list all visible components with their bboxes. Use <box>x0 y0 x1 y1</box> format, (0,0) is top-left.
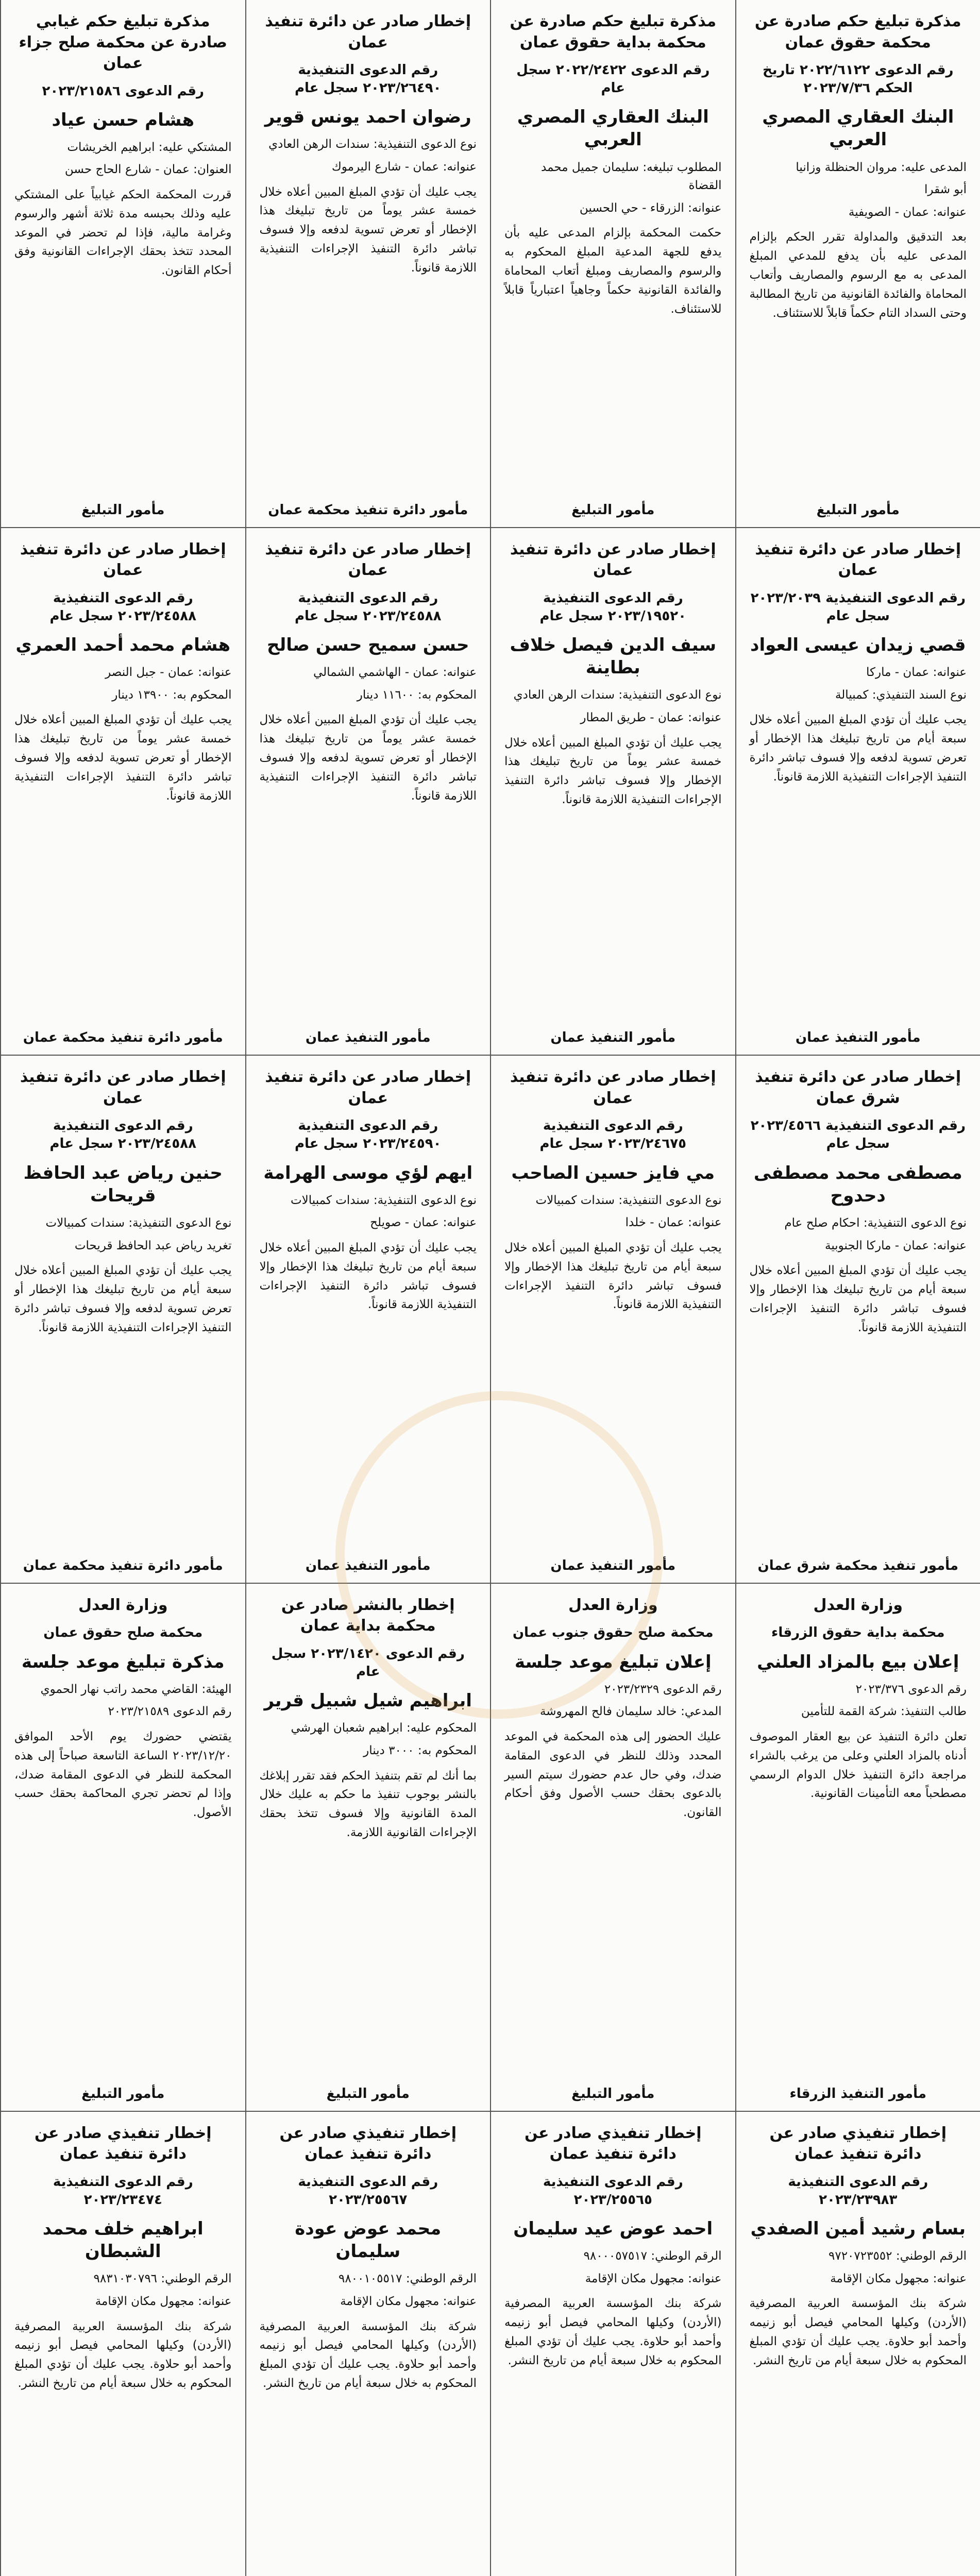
legal-notice <box>245 1584 491 2112</box>
notice-body: يقتضي حضورك يوم الأحد الموافق ٢٠٢٣/١٢/٢٠ الساعة التاسعة صباحاً إلى هذه المحكمة للنظر في الدعوى المقامة ضدك، وإذا لم تحضر تجري المحاكمة بحقك حسب الأصول. <box>14 1730 232 1820</box>
legal-notice <box>490 2112 735 2576</box>
party-name: ابراهيم خلف محمد الشبطان <box>42 2218 204 2262</box>
case-number: رقم الدعوى التنفيذية ٢٠٢٣/٢٤٥٨٨ سجل عام <box>294 590 442 624</box>
legal-notice <box>735 1056 980 1584</box>
notice-detail-line: عنوانه: عمان - شارع اليرموك <box>331 160 477 174</box>
notice-detail-line: عنوانه: مجهول مكان الإقامة <box>585 2272 722 2285</box>
notice-heading: إخطار تنفيذي صادر عن دائرة تنفيذ عمان <box>279 2124 457 2163</box>
case-number: رقم الدعوى التنفيذية ٢٠٢٣/١٩٥٢٠ سجل عام <box>539 590 687 624</box>
notice-heading: وزارة العدل <box>568 1596 658 1614</box>
notice-heading: إخطار صادر عن دائرة تنفيذ شرق عمان <box>755 1068 961 1107</box>
notice-body: يجب عليك أن تؤدي المبلغ المبين أعلاه خلال خمسة عشر يوماً من تاريخ تبليغك هذا الإخطار أو تعرض تسوية لدفعه وإلا فسوف تباشر دائرة التنفيذ الإجراءات التنفيذية اللازمة قانوناً. <box>259 185 477 275</box>
legal-notice <box>490 1056 735 1584</box>
notice-detail-line: عنوانه: عمان - ماركا الجنوبية <box>824 1239 967 1252</box>
legal-notice <box>245 2112 491 2576</box>
notice-heading: مذكرة تبليغ حكم صادرة عن محكمة حقوق عمان <box>754 12 961 52</box>
notice-detail-line: عنوانه: عمان - جبل النصر <box>105 666 232 680</box>
notice-heading: مذكرة تبليغ حكم غيابي صادرة عن محكمة صلح جزاء عمان <box>19 12 228 72</box>
party-name: هشام حسن عياد <box>52 109 195 130</box>
notice-signature: مأمور التنفيذ الزرقاء <box>789 2086 926 2102</box>
case-number: رقم الدعوى التنفيذية ٢٠٢٣/٢٤٥٨٨ سجل عام <box>49 1118 197 1152</box>
case-number: محكمة بداية حقوق الزرقاء <box>771 1625 945 1641</box>
party-name: هشام محمد أحمد العمري <box>15 634 231 655</box>
notice-signature: مأمور التبليغ <box>816 502 900 518</box>
notice-detail-line: الرقم الوطني: ٩٧٢٠٧٢٣٥٥٢ <box>828 2249 967 2263</box>
legal-notice <box>0 1584 245 2112</box>
notice-body: شركة بنك المؤسسة العربية المصرفية (الأردن) وكيلها المحامي فيصل أبو زنيمه وأحمد أبو حلاوة. يجب عليك أن تؤدي المبلغ المحكوم به خلال سبعة أيام من تاريخ النشر. <box>259 2319 477 2390</box>
notice-detail-line: المشتكي عليه: ابراهيم الخريشات <box>67 140 232 154</box>
notice-signature: مأمور التنفيذ عمان <box>550 1557 676 1573</box>
legal-notice <box>0 1056 245 1584</box>
party-name: حنين رياض عبد الحافظ قريحات <box>23 1162 223 1206</box>
notice-heading: إخطار صادر عن دائرة تنفيذ عمان <box>265 540 471 580</box>
notice-signature: مأمور التبليغ <box>81 2086 165 2102</box>
notice-body: بعد التدقيق والمداولة تقرر الحكم بإلزام المدعى عليه بأن يدفع للمدعي المبلغ المدعى به مع الرسوم والمصاريف وأتعاب المحاماة والفائدة القانونية من تاريخ المطالبة وحتى السداد التام حكماً قابلاً للاستئناف. <box>749 230 967 320</box>
notice-heading: وزارة العدل <box>813 1596 903 1614</box>
party-name: البنك العقاري المصري العربي <box>762 107 954 150</box>
notice-detail-line: عنوانه: الزرقاء - حي الحسين <box>579 201 722 215</box>
notice-detail-line: الرقم الوطني: ٩٨٠٠٠٥٧٥١٧ <box>583 2249 722 2263</box>
legal-notice <box>0 528 245 1056</box>
notice-detail-line: المحكوم به: ١٣٩٠٠ دينار <box>112 688 232 702</box>
notice-signature: مأمور دائرة تنفيذ محكمة عمان <box>23 1557 223 1573</box>
notice-heading: مذكرة تبليغ حكم صادرة عن محكمة بداية حقوق عمان <box>510 12 717 52</box>
notice-detail-line: الهيئة: القاضي محمد راتب نهار الحموي <box>40 1682 232 1696</box>
notice-detail-line: المدعى عليه: مروان الحنظلة وزانيا <box>796 160 967 174</box>
notice-detail-line: عنوانه: مجهول مكان الإقامة <box>340 2294 477 2308</box>
notice-detail-line: رقم الدعوى ٢٠٢٣/٣٧٦ <box>855 1682 967 1696</box>
case-number: رقم الدعوى التنفيذية ٢٠٢٣/٢٠٣٩ سجل عام <box>750 590 966 624</box>
notice-heading: إخطار صادر عن دائرة تنفيذ عمان <box>510 1068 716 1107</box>
notice-heading: إخطار تنفيذي صادر عن دائرة تنفيذ عمان <box>34 2124 212 2163</box>
party-name: إعلان تبليغ موعد جلسة <box>514 1651 712 1672</box>
party-name: مصطفى محمد مصطفى دحدوح <box>753 1162 962 1206</box>
notice-body: شركة بنك المؤسسة العربية المصرفية (الأردن) وكيلها المحامي فيصل أبو زنيمه وأحمد أبو حلاوة. يجب عليك أن تؤدي المبلغ المحكوم به خلال سبعة أيام من تاريخ النشر. <box>749 2297 967 2367</box>
legal-notice <box>735 2112 980 2576</box>
notice-body: يجب عليك أن تؤدي المبلغ المبين أعلاه خلال سبعة أيام من تاريخ تبليغك هذا الإخطار وإلا فسوف تباشر دائرة التنفيذ الإجراءات التنفيذية اللازمة قانوناً. <box>259 1241 477 1312</box>
case-number: رقم الدعوى ٢٠٢٣/٢١٥٨٦ <box>42 83 204 99</box>
notice-signature: مأمور التنفيذ عمان <box>305 1030 431 1046</box>
notice-detail-line: عنوانه: عمان - خلدا <box>625 1216 722 1230</box>
notice-detail-line: نوع الدعوى التنفيذية: سندات كمبيالات <box>291 1193 477 1207</box>
notice-signature: مأمور التنفيذ عمان <box>305 1557 431 1573</box>
notice-detail-line: المطلوب تبليغه: سليمان جميل محمد القضاة <box>541 160 722 193</box>
notice-detail-line: عنوانه: مجهول مكان الإقامة <box>830 2272 967 2285</box>
notice-detail-line: نوع السند التنفيذي: كمبيالة <box>835 688 967 702</box>
notice-detail-line: عنوانه: مجهول مكان الإقامة <box>95 2294 232 2308</box>
notice-body: شركة بنك المؤسسة العربية المصرفية (الأردن) وكيلها المحامي فيصل أبو زنيمه وأحمد أبو حلاوة. يجب عليك أن تؤدي المبلغ المحكوم به خلال سبعة أيام من تاريخ النشر. <box>14 2319 232 2390</box>
notice-detail-line: نوع الدعوى التنفيذية: سندات الرهن العادي <box>513 688 722 702</box>
notice-body: شركة بنك المؤسسة العربية المصرفية (الأردن) وكيلها المحامي فيصل أبو زنيمه وأحمد أبو حلاوة. يجب عليك أن تؤدي المبلغ المحكوم به خلال سبعة أيام من تاريخ النشر. <box>504 2297 722 2367</box>
notice-body: بما أنك لم تقم بتنفيذ الحكم فقد تقرر إبلاغك بالنشر بوجوب تنفيذ ما حكم به عليك خلال المدة القانونية وإلا فسوف تتخذ بحقك الإجراءات القانونية اللازمة. <box>259 1769 477 1840</box>
party-name: البنك العقاري المصري العربي <box>517 107 709 150</box>
notice-detail-line: عنوانه: عمان - الصويفية <box>848 205 967 219</box>
notice-heading: إخطار بالنشر صادر عن محكمة بداية عمان <box>281 1596 455 1635</box>
case-number: رقم الدعوى التنفيذية ٢٠٢٣/٢٤٥٨٨ سجل عام <box>49 590 197 624</box>
case-number: رقم الدعوى التنفيذية ٢٠٢٣/٢٤٥٩٠ سجل عام <box>294 1118 442 1152</box>
notice-detail-line: عنوانه: عمان - الهاشمي الشمالي <box>313 666 477 680</box>
notice-detail-line: تغريد رياض عبد الحافظ قريحات <box>74 1239 232 1252</box>
case-number: رقم الدعوى التنفيذية ٢٠٢٣/٢٥٥٦٧ <box>298 2174 438 2208</box>
legal-notice <box>735 528 980 1056</box>
notice-body: يجب عليك أن تؤدي المبلغ المبين أعلاه خلال سبعة أيام من تاريخ تبليغك هذا الإخطار وإلا فسوف تباشر دائرة التنفيذ الإجراءات التنفيذية اللازمة قانوناً. <box>504 1241 722 1312</box>
party-name: حسن سميح حسن صالح <box>267 634 469 655</box>
notice-body: تعلن دائرة التنفيذ عن بيع العقار الموصوف أدناه بالمزاد العلني وعلى من يرغب بالشراء مراجعة دائرة التنفيذ خلال الدوام الرسمي مصطحباً معه التأمينات القانونية. <box>749 1730 967 1801</box>
legal-notice <box>245 528 491 1056</box>
legal-notice <box>0 2112 245 2576</box>
notice-detail-line: المحكوم به: ١١٦٠٠ دينار <box>357 688 477 702</box>
notice-signature: مأمور التبليغ <box>326 2086 410 2102</box>
notice-signature: مأمور التبليغ <box>81 502 165 518</box>
case-number: رقم الدعوى التنفيذية ٢٠٢٣/٢٣٤٧٤ <box>53 2174 193 2208</box>
notice-detail-line: العنوان: عمان - شارع الحاج حسن <box>64 163 232 177</box>
notice-detail-line: عنوانه: عمان - طريق المطار <box>580 710 722 724</box>
party-name: بسام رشيد أمين الصفدي <box>750 2218 966 2239</box>
legal-notice <box>735 0 980 528</box>
notice-signature: مأمور التنفيذ عمان <box>795 1030 921 1046</box>
legal-notice <box>735 1584 980 2112</box>
legal-notice <box>245 0 491 528</box>
notice-detail-line: أبو شقرا <box>924 183 967 197</box>
party-name: إعلان بيع بالمزاد العلني <box>757 1651 959 1672</box>
party-name: ايهم لؤي موسى الهرامة <box>263 1162 473 1183</box>
party-name: محمد عوض عودة سليمان <box>295 2218 442 2262</box>
notice-detail-line: نوع الدعوى التنفيذية: سندات كمبيالات <box>535 1193 722 1207</box>
party-name: ابراهيم شيل شبيل قرير <box>264 1690 472 1711</box>
notice-body: يجب عليك أن تؤدي المبلغ المبين أعلاه خلال خمسة عشر يوماً من تاريخ تبليغك هذا الإخطار أو تعرض تسوية لدفعه وإلا فسوف تباشر دائرة التنفيذ الإجراءات التنفيذية اللازمة قانوناً. <box>14 713 232 803</box>
notice-detail-line: عنوانه: عمان - صويلح <box>370 1216 477 1230</box>
notice-body: حكمت المحكمة بإلزام المدعى عليه بأن يدفع للجهة المدعية المبلغ المحكوم به والرسوم والمصاريف ومبلغ أتعاب المحاماة والفائدة القانونية حكماً وجاهياً اعتبارياً قابلاً للاستئناف. <box>504 226 722 316</box>
notice-heading: إخطار تنفيذي صادر عن دائرة تنفيذ عمان <box>769 2124 947 2163</box>
legal-notice <box>490 528 735 1056</box>
case-number: محكمة صلح حقوق عمان <box>43 1625 203 1641</box>
notice-heading: إخطار صادر عن دائرة تنفيذ عمان <box>265 1068 471 1107</box>
notice-detail-line: طالب التنفيذ: شركة القمة للتأمين <box>801 1705 967 1719</box>
legal-notice <box>490 1584 735 2112</box>
notice-signature: مأمور التبليغ <box>571 502 655 518</box>
notice-body: يجب عليك أن تؤدي المبلغ المبين أعلاه خلال خمسة عشر يوماً من تاريخ تبليغك هذا الإخطار أو تعرض تسوية لدفعه وإلا فسوف تباشر دائرة التنفيذ الإجراءات التنفيذية اللازمة قانوناً. <box>259 713 477 803</box>
notice-signature: مأمور دائرة تنفيذ محكمة عمان <box>23 1030 223 1046</box>
notice-body: يجب عليك أن تؤدي المبلغ المبين أعلاه خلال خمسة عشر يوماً من تاريخ تبليغك هذا الإخطار وإلا فسوف تباشر دائرة التنفيذ الإجراءات التنفيذية اللازمة قانوناً. <box>504 736 722 806</box>
notice-signature: مأمور تنفيذ محكمة شرق عمان <box>757 1557 958 1573</box>
notice-detail-line: رقم الدعوى ٢٠٢٣/٢٣٢٩ <box>604 1682 722 1696</box>
notice-detail-line: المحكوم به: ٣٠٠٠ دينار <box>363 1744 477 1757</box>
case-number: رقم الدعوى ٢٠٢٢/٢٤٢٢ سجل عام <box>516 62 710 96</box>
notice-detail-line: رقم الدعوى ٢٠٢٣/٢١٥٨٩ <box>108 1705 232 1719</box>
case-number: رقم الدعوى التنفيذية ٢٠٢٣/٢٣٩٨٣ <box>788 2174 928 2208</box>
party-name: مذكرة تبليغ موعد جلسة <box>21 1651 225 1672</box>
case-number: رقم الدعوى التنفيذية ٢٠٢٣/٢٥٥٦٥ <box>543 2174 683 2208</box>
case-number: رقم الدعوى ٢٠٢٢/٦١٢٢ تاريخ الحكم ٢٠٢٣/٧/٣٦ <box>762 62 954 96</box>
notice-detail-line: المدعي: خالد سليمان فالح المهروشة <box>539 1705 722 1719</box>
party-name: رضوان احمد يونس قوير <box>264 107 471 128</box>
notice-signature: مأمور دائرة تنفيذ محكمة عمان <box>268 502 468 518</box>
notice-signature: مأمور التبليغ <box>571 2086 655 2102</box>
legal-notice <box>245 1056 491 1584</box>
notice-detail-line: المحكوم عليه: ابراهيم شعبان الهرشي <box>291 1721 477 1735</box>
party-name: قصي زيدان عيسى العواد <box>750 634 966 655</box>
notice-heading: إخطار صادر عن دائرة تنفيذ عمان <box>20 1068 226 1107</box>
notice-detail-line: الرقم الوطني: ٩٨٣١٠٣٠٧٩٦ <box>93 2272 232 2286</box>
notice-heading: إخطار صادر عن دائرة تنفيذ عمان <box>755 540 961 580</box>
case-number: رقم الدعوى التنفيذية ٢٠٢٣/٢٤٦٧٥ سجل عام <box>539 1118 687 1152</box>
case-number: رقم الدعوى التنفيذية ٢٠٢٣/٢٦٤٩٠ سجل عام <box>294 62 442 96</box>
notice-body: يجب عليك أن تؤدي المبلغ المبين أعلاه خلال سبعة أيام من تاريخ تبليغك هذا الإخطار وإلا فسوف تباشر دائرة التنفيذ الإجراءات التنفيذية اللازمة قانوناً. <box>749 1264 967 1334</box>
party-name: مي فايز حسين الصاحب <box>511 1162 715 1183</box>
notice-detail-line: الرقم الوطني: ٩٨٠٠١٠٥٥١٧ <box>338 2272 477 2286</box>
notice-body: يجب عليك أن تؤدي المبلغ المبين أعلاه خلال سبعة أيام من تاريخ تبليغك هذا الإخطار أو تعرض تسوية لدفعه وإلا فسوف تباشر دائرة التنفيذ الإجراءات التنفيذية اللازمة قانوناً. <box>749 713 967 784</box>
notice-heading: إخطار تنفيذي صادر عن دائرة تنفيذ عمان <box>524 2124 702 2163</box>
notice-detail-line: نوع الدعوى التنفيذية: احكام صلح عام <box>784 1216 967 1230</box>
notice-body: قررت المحكمة الحكم غيابياً على المشتكي عليه وذلك بحبسه مدة ثلاثة أشهر والرسوم وغرامة مالية، فإذا لم تحضر في الموعد المحدد تتخذ بحقك الإجراءات القانونية وفق أحكام القانون. <box>14 188 232 278</box>
notice-heading: إخطار صادر عن دائرة تنفيذ عمان <box>20 540 226 580</box>
notice-heading: وزارة العدل <box>78 1596 168 1614</box>
case-number: رقم الدعوى ٢٠٢٣/١٤٢٠ سجل عام <box>271 1646 465 1680</box>
notice-detail-line: عنوانه: عمان - ماركا <box>866 666 967 680</box>
case-number: رقم الدعوى التنفيذية ٢٠٢٣/٤٥٦٦ سجل عام <box>750 1118 966 1152</box>
notice-detail-line: نوع الدعوى التنفيذية: سندات الرهن العادي <box>268 138 477 151</box>
case-number: محكمة صلح حقوق جنوب عمان <box>512 1625 714 1641</box>
notice-heading: إخطار صادر عن دائرة تنفيذ عمان <box>510 540 716 580</box>
party-name: احمد عوض عيد سليمان <box>513 2218 713 2239</box>
notice-detail-line: نوع الدعوى التنفيذية: سندات كمبيالات <box>45 1216 232 1230</box>
party-name: سيف الدين فيصل خلاف بطاينة <box>510 634 717 679</box>
legal-notice <box>0 0 245 528</box>
notice-signature: مأمور التنفيذ عمان <box>550 1030 676 1046</box>
notice-body: عليك الحضور إلى هذه المحكمة في الموعد المحدد وذلك للنظر في الدعوى المقامة ضدك، وفي حال عدم حضورك سيتم السير بالدعوى بحقك حسب الأصول وفق أحكام القانون. <box>504 1730 722 1820</box>
notice-heading: إخطار صادر عن دائرة تنفيذ عمان <box>265 12 471 52</box>
notice-body: يجب عليك أن تؤدي المبلغ المبين أعلاه خلال سبعة أيام من تاريخ تبليغك هذا الإخطار أو تعرض تسوية لدفعه وإلا فسوف تباشر دائرة التنفيذ الإجراءات التنفيذية اللازمة قانوناً. <box>14 1264 232 1334</box>
legal-notice <box>490 0 735 528</box>
